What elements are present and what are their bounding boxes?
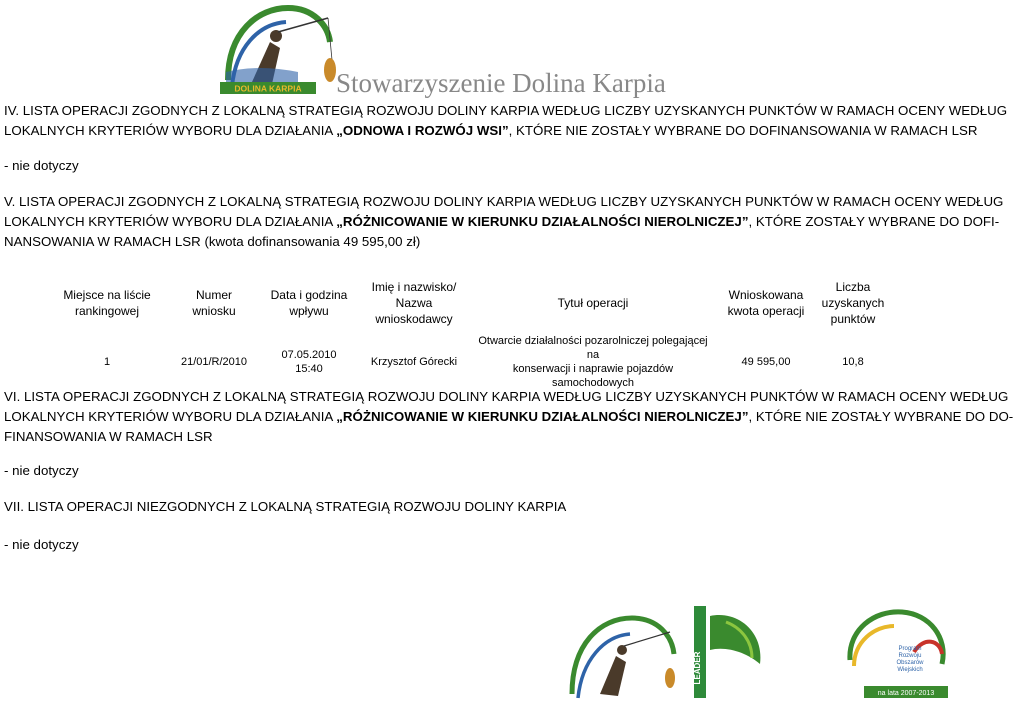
cell-title: Otwarcie działalności pozarolniczej polegającej na konserwacji i naprawie pojazdów samochodowych xyxy=(478,335,708,389)
leader-text: LEADER xyxy=(693,651,702,685)
cell-amount: 49 595,00 xyxy=(741,356,791,368)
operations-table xyxy=(44,272,892,390)
col-header-number: Numer wniosku xyxy=(192,288,236,318)
prow-years: na lata 2007-2013 xyxy=(877,690,935,697)
prow-logo xyxy=(844,606,954,702)
section-iv-line2-pre: LOKALNYCH KRYTERIÓW WYBORU DLA DZIAŁANIA xyxy=(4,123,337,138)
col-header-title: Tytuł operacji xyxy=(557,296,629,310)
organization-name: Stowarzyszenie Dolina Karpia xyxy=(336,68,666,98)
table-header-row xyxy=(44,272,892,334)
cell-applicant: Krzysztof Górecki xyxy=(370,356,458,368)
col-header-date: Data i godzina wpływu xyxy=(270,288,348,318)
section-vi-line2-pre: LOKALNYCH KRYTERIÓW WYBORU DLA DZIAŁANIA xyxy=(4,409,337,424)
dolina-karpia-footer-logo xyxy=(560,608,680,702)
section-vi-line2-post: , KTÓRE NIE ZOSTAŁY WYBRANE DO DO- xyxy=(748,409,1013,424)
section-v-heading-line3: NANSOWANIA W RAMACH LSR (kwota dofinansowania 49 595,00 zł) xyxy=(4,234,421,249)
section-iv-status: - nie dotyczy xyxy=(4,158,79,173)
prow-line2: Rozwoju xyxy=(898,653,922,659)
cell-rank: 1 xyxy=(103,356,111,368)
dolina-karpia-logo xyxy=(218,2,342,96)
section-vi-heading-line2 xyxy=(4,408,1013,425)
cell-date-time: 15:40 xyxy=(295,363,323,375)
section-vii-status: - nie dotyczy xyxy=(4,537,79,552)
table-row xyxy=(44,334,892,390)
section-v-heading-line1: V. LISTA OPERACJI ZGODNYCH Z LOKALNĄ STRATEGIĄ ROZWOJU DOLINY KARPIA WEDŁUG LICZBY UZYSKANYCH PUNKTÓW W RAMACH OCENY WEDŁUG xyxy=(4,194,1004,209)
cell-points: 10,8 xyxy=(842,356,864,368)
section-v-line2-pre: LOKALNYCH KRYTERIÓW WYBORU DLA DZIAŁANIA xyxy=(4,214,337,229)
leader-logo xyxy=(686,602,776,702)
prow-line3: Obszarów xyxy=(896,660,924,666)
section-vii-heading: VII. LISTA OPERACJI NIEZGODNYCH Z LOKALNĄ STRATEGIĄ ROZWOJU DOLINY KARPIA xyxy=(4,499,567,514)
section-vi-status: - nie dotyczy xyxy=(4,463,79,478)
section-vi-action-name: „RÓŻNICOWANIE W KIERUNKU DZIAŁALNOŚCI NIEROLNICZEJ” xyxy=(336,409,749,424)
section-iv-line2-post: , KTÓRE NIE ZOSTAŁY WYBRANE DO DOFINANSOWANIA W RAMACH LSR xyxy=(508,123,978,138)
col-header-points: Liczba uzyskanych punktów xyxy=(821,280,885,326)
section-v-line2-post: , KTÓRE ZOSTAŁY WYBRANE DO DOFI- xyxy=(748,214,1000,229)
col-header-applicant: Imię i nazwisko/ Nazwa wnioskodawcy xyxy=(371,280,457,326)
section-iv-heading-line2 xyxy=(4,122,978,139)
cell-date xyxy=(258,334,360,390)
prow-line4: Wiejskich xyxy=(897,667,923,673)
section-vi-heading-line3: FINANSOWANIA W RAMACH LSR xyxy=(4,429,213,444)
logo-text: DOLINA KARPIA xyxy=(234,83,302,94)
cell-number: 21/01/R/2010 xyxy=(180,356,248,368)
section-iv-heading-line1: IV. LISTA OPERACJI ZGODNYCH Z LOKALNĄ STRATEGIĄ ROZWOJU DOLINY KARPIA WEDŁUG LICZBY UZYSKANYCH PUNKTÓW W RAMACH OCENY WEDŁUG xyxy=(4,103,1008,118)
col-header-amount: Wnioskowana kwota operacji xyxy=(727,288,805,318)
section-vi-heading-line1: VI. LISTA OPERACJI ZGODNYCH Z LOKALNĄ STRATEGIĄ ROZWOJU DOLINY KARPIA WEDŁUG LICZBY UZYSKANYCH PUNKTÓW W RAMACH OCENY WEDŁUG xyxy=(4,389,1009,404)
cell-date-day: 07.05.2010 xyxy=(281,349,337,361)
section-v-heading-line2 xyxy=(4,213,999,230)
prow-line1: Program xyxy=(898,646,922,652)
section-iv-action-name: „ODNOWA I ROZWÓJ WSI” xyxy=(336,123,509,138)
col-header-rank: Miejsce na liście rankingowej xyxy=(63,288,151,318)
section-v-action-name: „RÓŻNICOWANIE W KIERUNKU DZIAŁALNOŚCI NIEROLNICZEJ” xyxy=(336,214,749,229)
